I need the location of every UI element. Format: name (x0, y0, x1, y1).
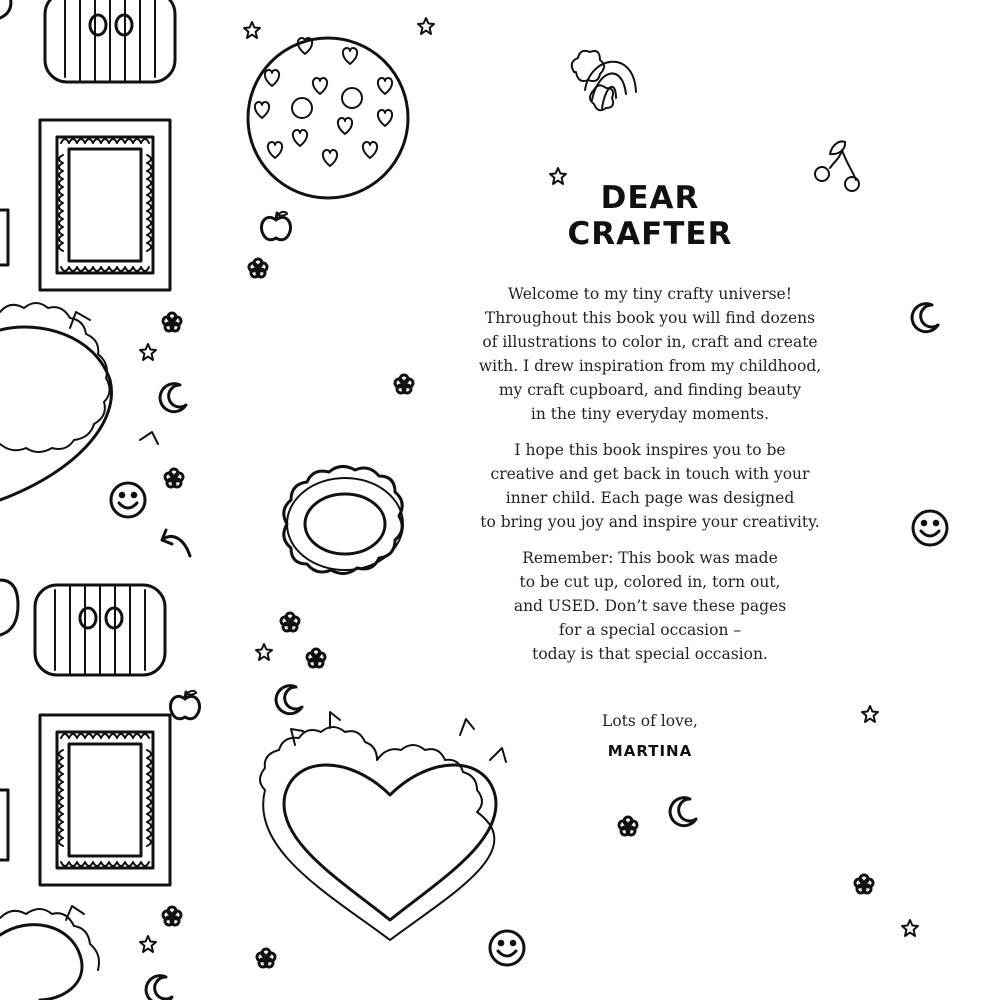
star-icon (140, 344, 156, 360)
star-icon (418, 18, 434, 34)
smiley-icon (913, 511, 947, 545)
moon-icon (670, 798, 696, 826)
star-icon (244, 22, 260, 38)
text-line: Welcome to my tiny crafty universe! (508, 285, 792, 303)
page-title (440, 180, 860, 252)
star-icon (256, 644, 272, 660)
smiley-icon (490, 931, 524, 965)
scalloped-heart-icon (0, 909, 99, 970)
frame-icon (40, 715, 170, 885)
text-line: Throughout this book you will find dozens (484, 309, 816, 327)
cloud-edge (0, 580, 18, 635)
scalloped-heart-icon (0, 327, 112, 500)
smiley-icon (111, 483, 145, 517)
signature: MARTINA (607, 742, 693, 760)
text-line: creative and get back in touch with your (490, 465, 810, 483)
text-line: of illustrations to color in, craft and create (482, 333, 818, 351)
star-icon (902, 920, 918, 936)
text-line: today is that special occasion. (532, 645, 768, 663)
letter (440, 180, 860, 760)
text-line: and USED. Don’t save these pages (513, 597, 787, 615)
moon-icon (160, 384, 186, 412)
flower-icon (249, 259, 267, 277)
text-line: to bring you joy and inspire your creativity. (480, 513, 820, 531)
text-line: inner child. Each page was designed (505, 489, 795, 507)
frame-edge (0, 790, 8, 860)
text-line: for a special occasion – (558, 621, 742, 639)
apple-icon (170, 691, 199, 719)
text-line: I hope this book inspires you to be (514, 441, 786, 459)
button-icon (35, 585, 165, 675)
paragraph-remember (440, 546, 860, 666)
frame-icon (40, 120, 170, 290)
button-icon (45, 0, 175, 82)
flower-icon (395, 375, 413, 393)
star-icon (140, 936, 156, 952)
cloud-edge (0, 0, 11, 18)
text-line: my craft cupboard, and finding beauty (498, 381, 802, 399)
closing-line: Lots of love, (602, 712, 698, 730)
paragraph-intro (440, 282, 860, 426)
flower-icon (163, 313, 181, 331)
moon-icon (146, 976, 172, 1000)
scalloped-oval-frame-icon (284, 466, 403, 573)
paragraph-hope (440, 438, 860, 534)
title-line: DEAR (600, 180, 700, 216)
star-icon (862, 706, 878, 722)
flower-icon (257, 949, 275, 967)
heart-pattern-ball-icon (248, 38, 408, 198)
text-line: in the tiny everyday moments. (530, 405, 770, 423)
moon-icon (276, 686, 302, 714)
text-line: with. I drew inspiration from my childhood, (478, 357, 822, 375)
flower-icon (281, 613, 299, 631)
flower-icon (307, 649, 325, 667)
text-line: Remember: This book was made (522, 549, 778, 567)
title-line: CRAFTER (567, 216, 733, 252)
apple-icon (261, 212, 290, 240)
frame-edge (0, 210, 8, 265)
heart-stem (70, 312, 158, 444)
flower-icon (163, 907, 181, 925)
scalloped-heart-icon (0, 303, 110, 452)
arrow-icon (162, 530, 190, 556)
flower-icon (619, 817, 637, 835)
scalloped-heart-icon (0, 925, 82, 1000)
text-line: to be cut up, colored in, torn out, (519, 573, 781, 591)
flower-icon (855, 875, 873, 893)
rainbow-icon (572, 51, 636, 110)
moon-icon (912, 304, 938, 332)
flower-icon (165, 469, 183, 487)
